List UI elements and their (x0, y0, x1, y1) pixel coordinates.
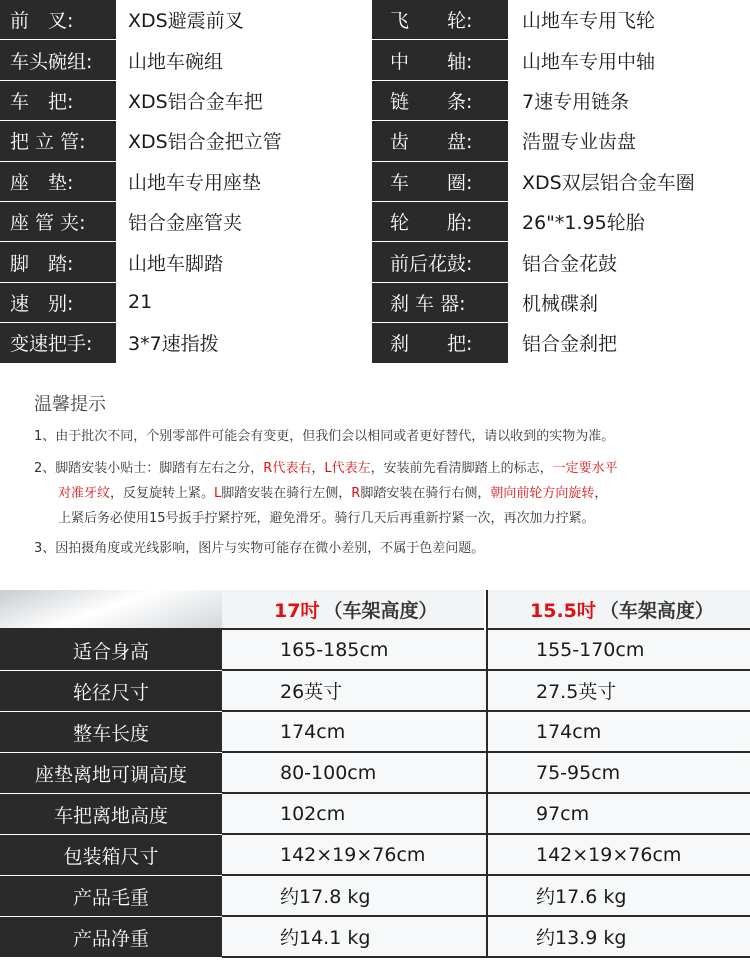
tip-highlight: 一定要水平 (552, 461, 618, 476)
tip-highlight: R代表右 (263, 461, 312, 476)
size-value-15-5: 155-170cm (486, 630, 750, 671)
size-value-15-5: 174cm (486, 712, 750, 753)
tip-highlight: 朝向前轮方向旋转 (490, 486, 595, 501)
spec-value: 山地车专用座垫 (116, 162, 370, 201)
spec-label: 刹 把: (370, 323, 508, 362)
spec-label: 脚 踏: (0, 242, 116, 281)
spec-label: 车 把: (0, 81, 116, 120)
tip-highlight: 对准牙纹 (58, 486, 111, 501)
spec-row (0, 323, 750, 363)
tip-2 (34, 456, 724, 531)
tip-text: ，安装前先看清脚踏上的标志， (370, 461, 553, 476)
size-value-17: 142×19×76cm (222, 835, 486, 876)
size-row-label: 产品净重 (0, 917, 222, 958)
header-corner (0, 590, 222, 630)
spec-value: 3*7速指拨 (116, 323, 370, 362)
spec-label: 把 立 管: (0, 121, 116, 160)
size-value-17: 约14.1 kg (222, 917, 486, 958)
tip-highlight: R (351, 486, 361, 501)
size-value-15-5: 约17.6 kg (486, 876, 750, 917)
size-row (0, 630, 750, 671)
size-value-17: 80-100cm (222, 753, 486, 794)
spec-row (0, 202, 750, 242)
tip-highlight: L (214, 486, 222, 501)
size-table-header (0, 590, 750, 630)
spec-label: 中 轴: (370, 40, 508, 79)
size-value-17: 102cm (222, 794, 486, 835)
size-row (0, 917, 750, 958)
size-value-15-5: 约13.9 kg (486, 917, 750, 958)
size-value-17: 165-185cm (222, 630, 486, 671)
spec-value: 山地车专用中轴 (508, 40, 750, 79)
size-row-label: 轮径尺寸 (0, 671, 222, 712)
size-row (0, 671, 750, 712)
spec-value: XDS铝合金车把 (116, 81, 370, 120)
tips-title: 温馨提示 (34, 394, 106, 415)
spec-value: 铝合金花鼓 (508, 242, 750, 281)
frame-size: 15.5吋 (530, 599, 596, 622)
spec-row (0, 0, 750, 40)
spec-value: 山地车碗组 (116, 40, 370, 79)
tip-2-line-3: 上紧后务必使用15号扳手拧紧拧死，避免滑牙。骑行几天后再重新拧紧一次，再次加力拧紧。 (58, 511, 595, 526)
spec-label: 变速把手: (0, 323, 116, 362)
spec-value: 铝合金座管夹 (116, 202, 370, 241)
size-row-label: 座垫离地可调高度 (0, 753, 222, 794)
spec-value: XDS双层铝合金车圈 (508, 162, 750, 201)
tip-highlight: L代表左 (324, 461, 371, 476)
frame-size-label: （车架高度） (323, 599, 438, 622)
spec-label: 座 垫: (0, 162, 116, 201)
spec-value: 机械碟刹 (508, 283, 750, 322)
tip-text: 脚踏安装在骑行右侧， (360, 486, 491, 501)
spec-row (0, 283, 750, 323)
spec-label: 前 叉: (0, 0, 116, 39)
spec-label: 刹 车 器: (370, 283, 508, 322)
spec-row (0, 40, 750, 80)
spec-label: 飞 轮: (370, 0, 508, 39)
size-row-label: 适合身高 (0, 630, 222, 671)
size-value-17: 约17.8 kg (222, 876, 486, 917)
spec-row (0, 242, 750, 282)
tip-text: 脚踏安装在骑行左侧， (221, 486, 352, 501)
spec-label: 座 管 夹: (0, 202, 116, 241)
size-row (0, 835, 750, 876)
spec-value: 山地车脚踏 (116, 242, 370, 281)
header-col-15-5 (486, 590, 750, 630)
tip-2-line-2 (34, 481, 724, 506)
tip-1: 1、由于批次不同，个别零部件可能会有变更，但我们会以相同或者更好替代，请以收到的实物为准。 (34, 429, 615, 444)
size-row (0, 712, 750, 753)
spec-value: 7速专用链条 (508, 81, 750, 120)
spec-value: 浩盟专业齿盘 (508, 121, 750, 160)
size-row (0, 794, 750, 835)
tip-3: 3、因拍摄角度或光线影响，图片与实物可能存在微小差别，不属于色差问题。 (34, 541, 485, 556)
frame-size-label: （车架高度） (599, 599, 714, 622)
tip-2-line-1 (34, 456, 724, 481)
spec-label: 链 条: (370, 81, 508, 120)
header-col-17 (222, 590, 484, 630)
spec-row (0, 162, 750, 202)
spec-value: 26"*1.95轮胎 (508, 202, 750, 241)
tip-text: ，反复旋转上紧。 (110, 486, 215, 501)
size-value-17: 174cm (222, 712, 486, 753)
size-value-15-5: 75-95cm (486, 753, 750, 794)
spec-label: 前后花鼓: (370, 242, 508, 281)
spec-value: XDS避震前叉 (116, 0, 370, 39)
size-table (0, 590, 750, 960)
spec-table (0, 0, 750, 364)
size-row (0, 753, 750, 794)
spec-row (0, 121, 750, 161)
size-row-label: 整车长度 (0, 712, 222, 753)
size-row (0, 876, 750, 917)
tip-text: 2、脚踏安装小贴士：脚踏有左右之分， (34, 461, 264, 476)
spec-label: 齿 盘: (370, 121, 508, 160)
spec-label: 轮 胎: (370, 202, 508, 241)
frame-size: 17吋 (274, 599, 320, 622)
tip-text: ， (594, 486, 608, 501)
size-row-label: 产品毛重 (0, 876, 222, 917)
size-value-15-5: 142×19×76cm (486, 835, 750, 876)
size-value-15-5: 97cm (486, 794, 750, 835)
spec-label: 车头碗组: (0, 40, 116, 79)
size-row-label: 车把离地高度 (0, 794, 222, 835)
spec-value: 21 (116, 283, 370, 322)
size-value-15-5: 27.5英寸 (486, 671, 750, 712)
size-row-label: 包装箱尺寸 (0, 835, 222, 876)
spec-label: 速 别: (0, 283, 116, 322)
spec-row (0, 81, 750, 121)
spec-label: 车 圈: (370, 162, 508, 201)
size-value-17: 26英寸 (222, 671, 486, 712)
tip-text: ， (311, 461, 325, 476)
spec-value: XDS铝合金把立管 (116, 121, 370, 160)
spec-value: 山地车专用飞轮 (508, 0, 750, 39)
spec-value: 铝合金刹把 (508, 323, 750, 362)
tips-section (0, 364, 750, 590)
